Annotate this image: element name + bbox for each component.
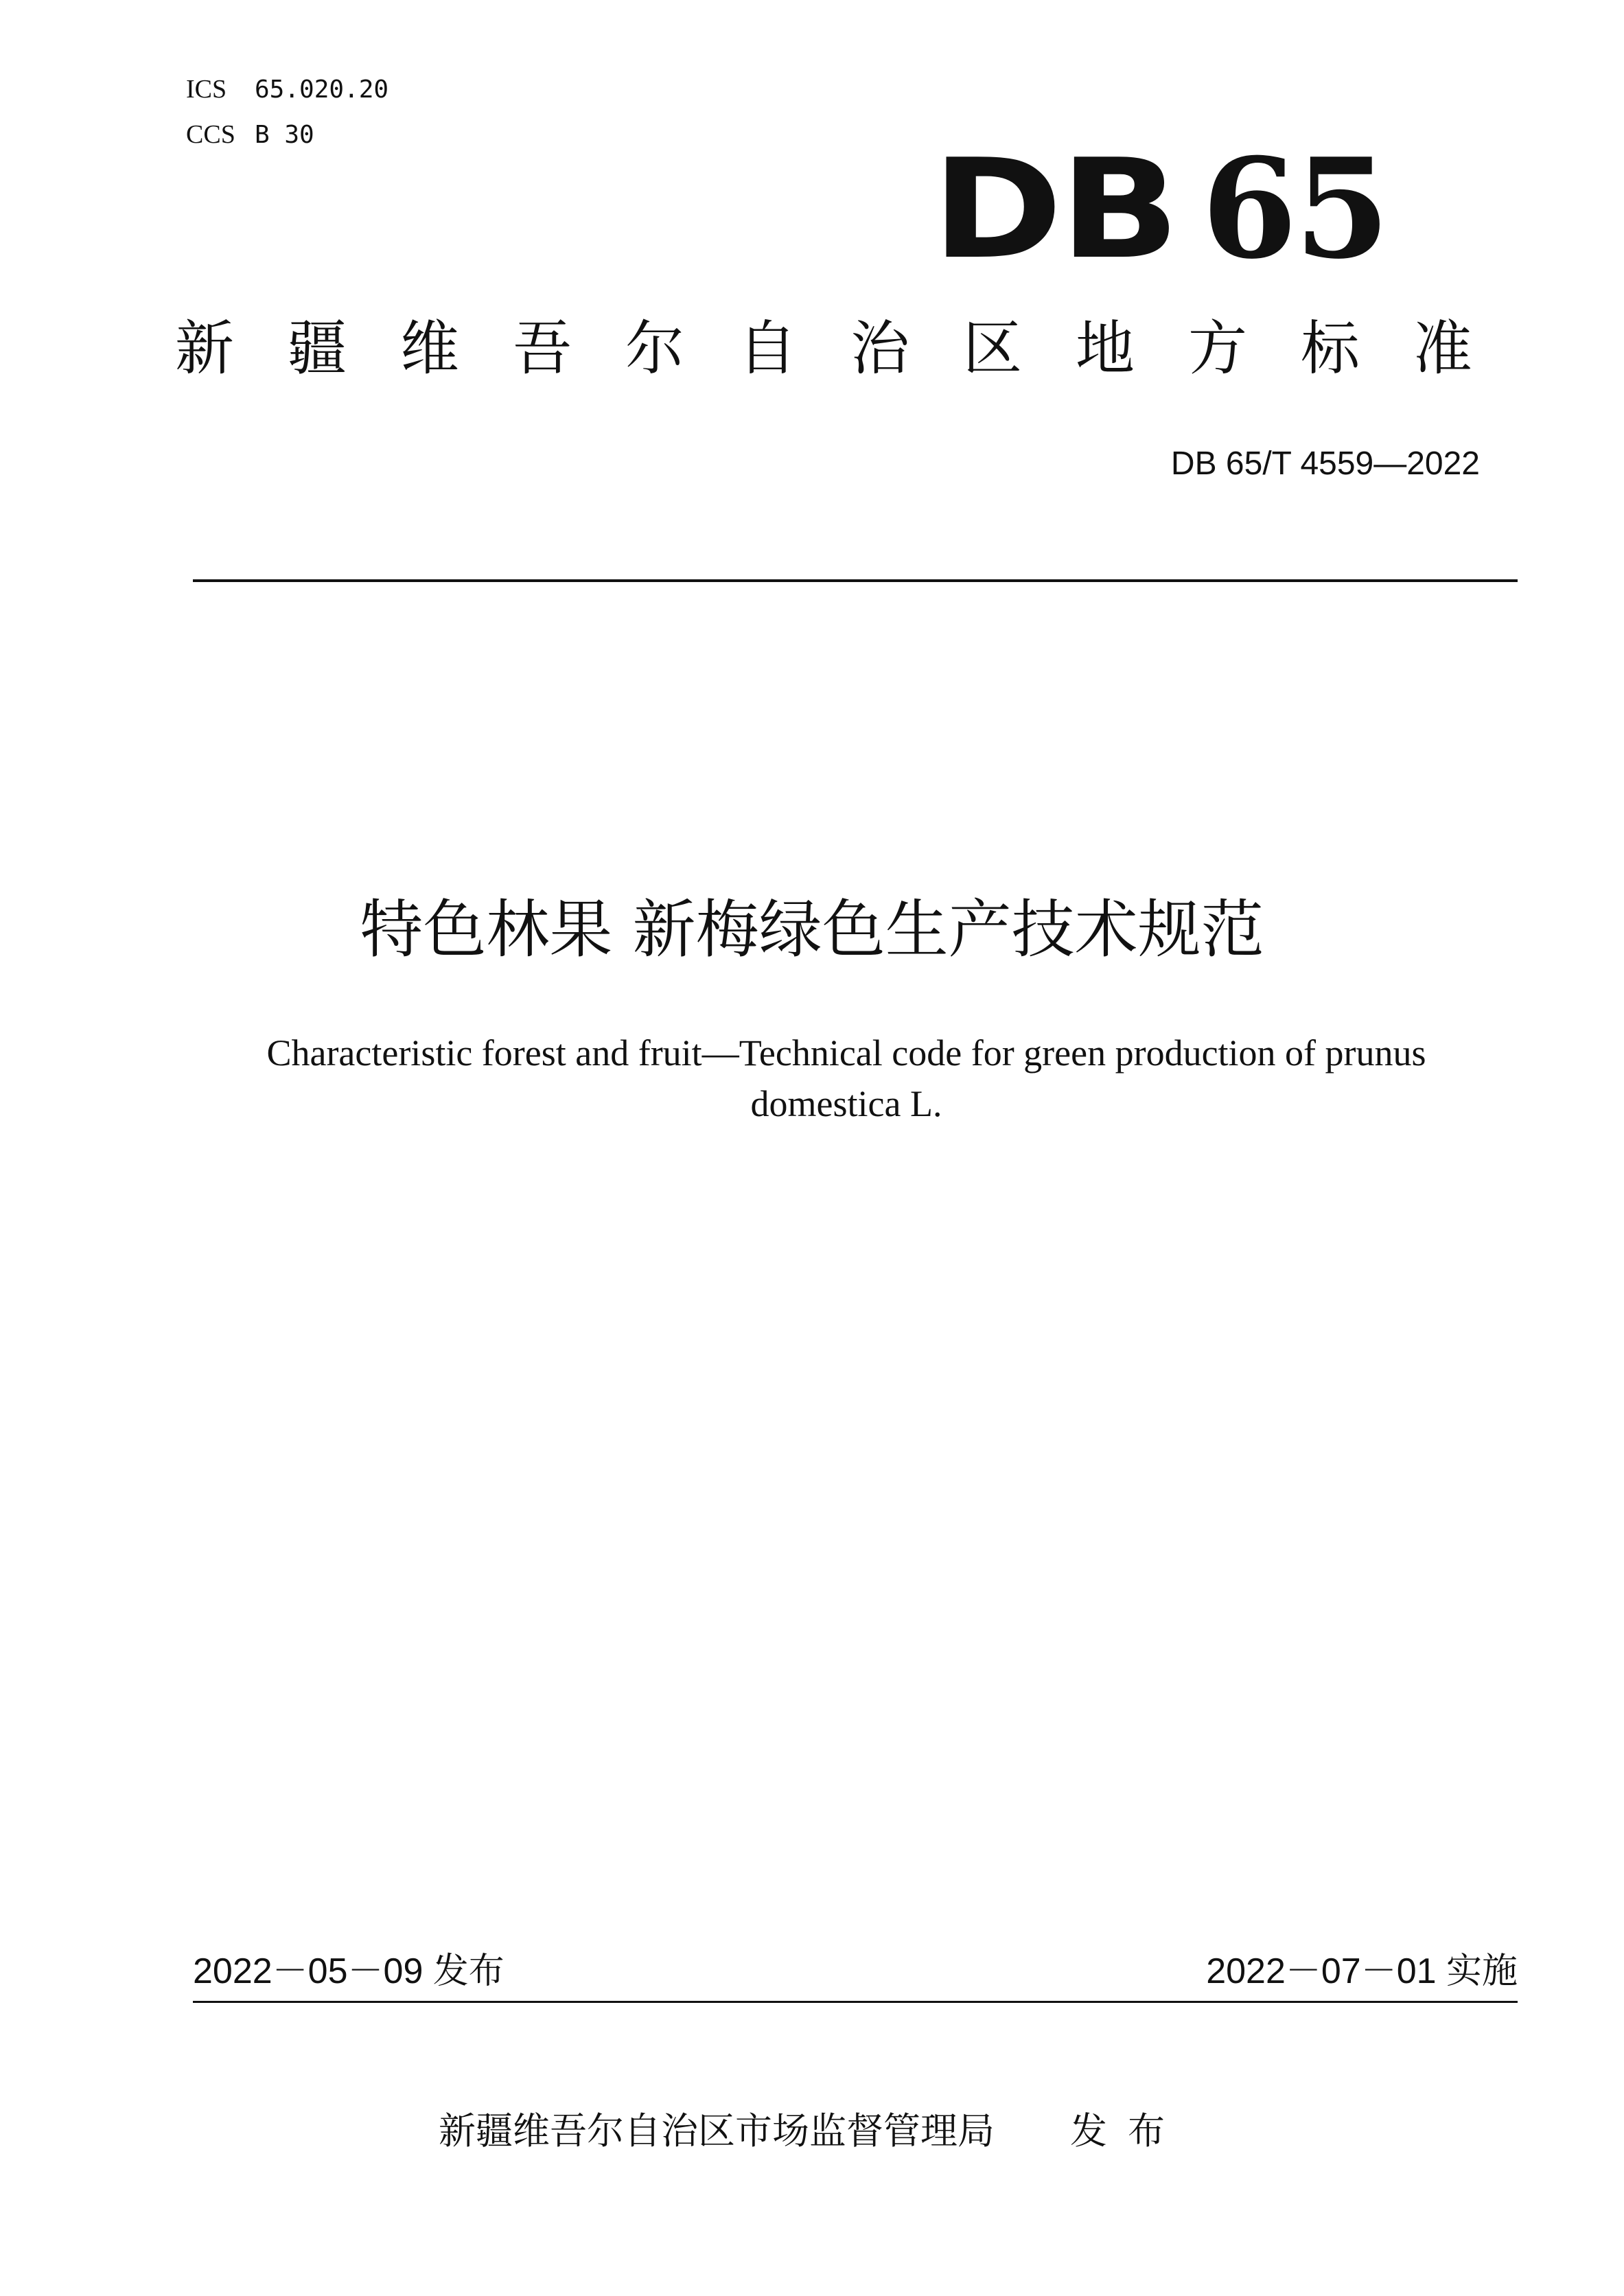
organization-title: 新疆维吾尔自治区地方标准 xyxy=(175,314,1526,383)
publisher-name: 新疆维吾尔自治区市场监督管理局 xyxy=(439,2109,995,2153)
ics-line xyxy=(186,74,388,105)
standard-title-english: Characteristic forest and fruit—Technical code for green production of prunus domestica L. xyxy=(266,1032,1426,1124)
issue-date: 2022－05－09 发布 xyxy=(193,1951,504,1991)
top-divider xyxy=(193,579,1518,582)
ics-value: 65.020.20 xyxy=(255,76,389,104)
standard-code: DB 65/T 4559—2022 xyxy=(1170,445,1480,482)
publisher-action: 发布 xyxy=(1070,2109,1185,2153)
implementation-date: 2022－07－01 实施 xyxy=(1206,1951,1518,1991)
db65-logo xyxy=(931,128,1387,290)
ics-label: ICS xyxy=(186,75,227,104)
logo-number: 65 xyxy=(1201,128,1387,290)
logo-prefix: DB xyxy=(931,130,1177,290)
ccs-value: B 30 xyxy=(255,121,314,149)
publisher-line xyxy=(0,2107,1624,2155)
ccs-line xyxy=(186,119,314,150)
standard-title-chinese: 特色林果 新梅绿色生产技术规范 xyxy=(360,893,1264,966)
bottom-divider xyxy=(193,2001,1518,2003)
ccs-label: CCS xyxy=(186,120,235,149)
